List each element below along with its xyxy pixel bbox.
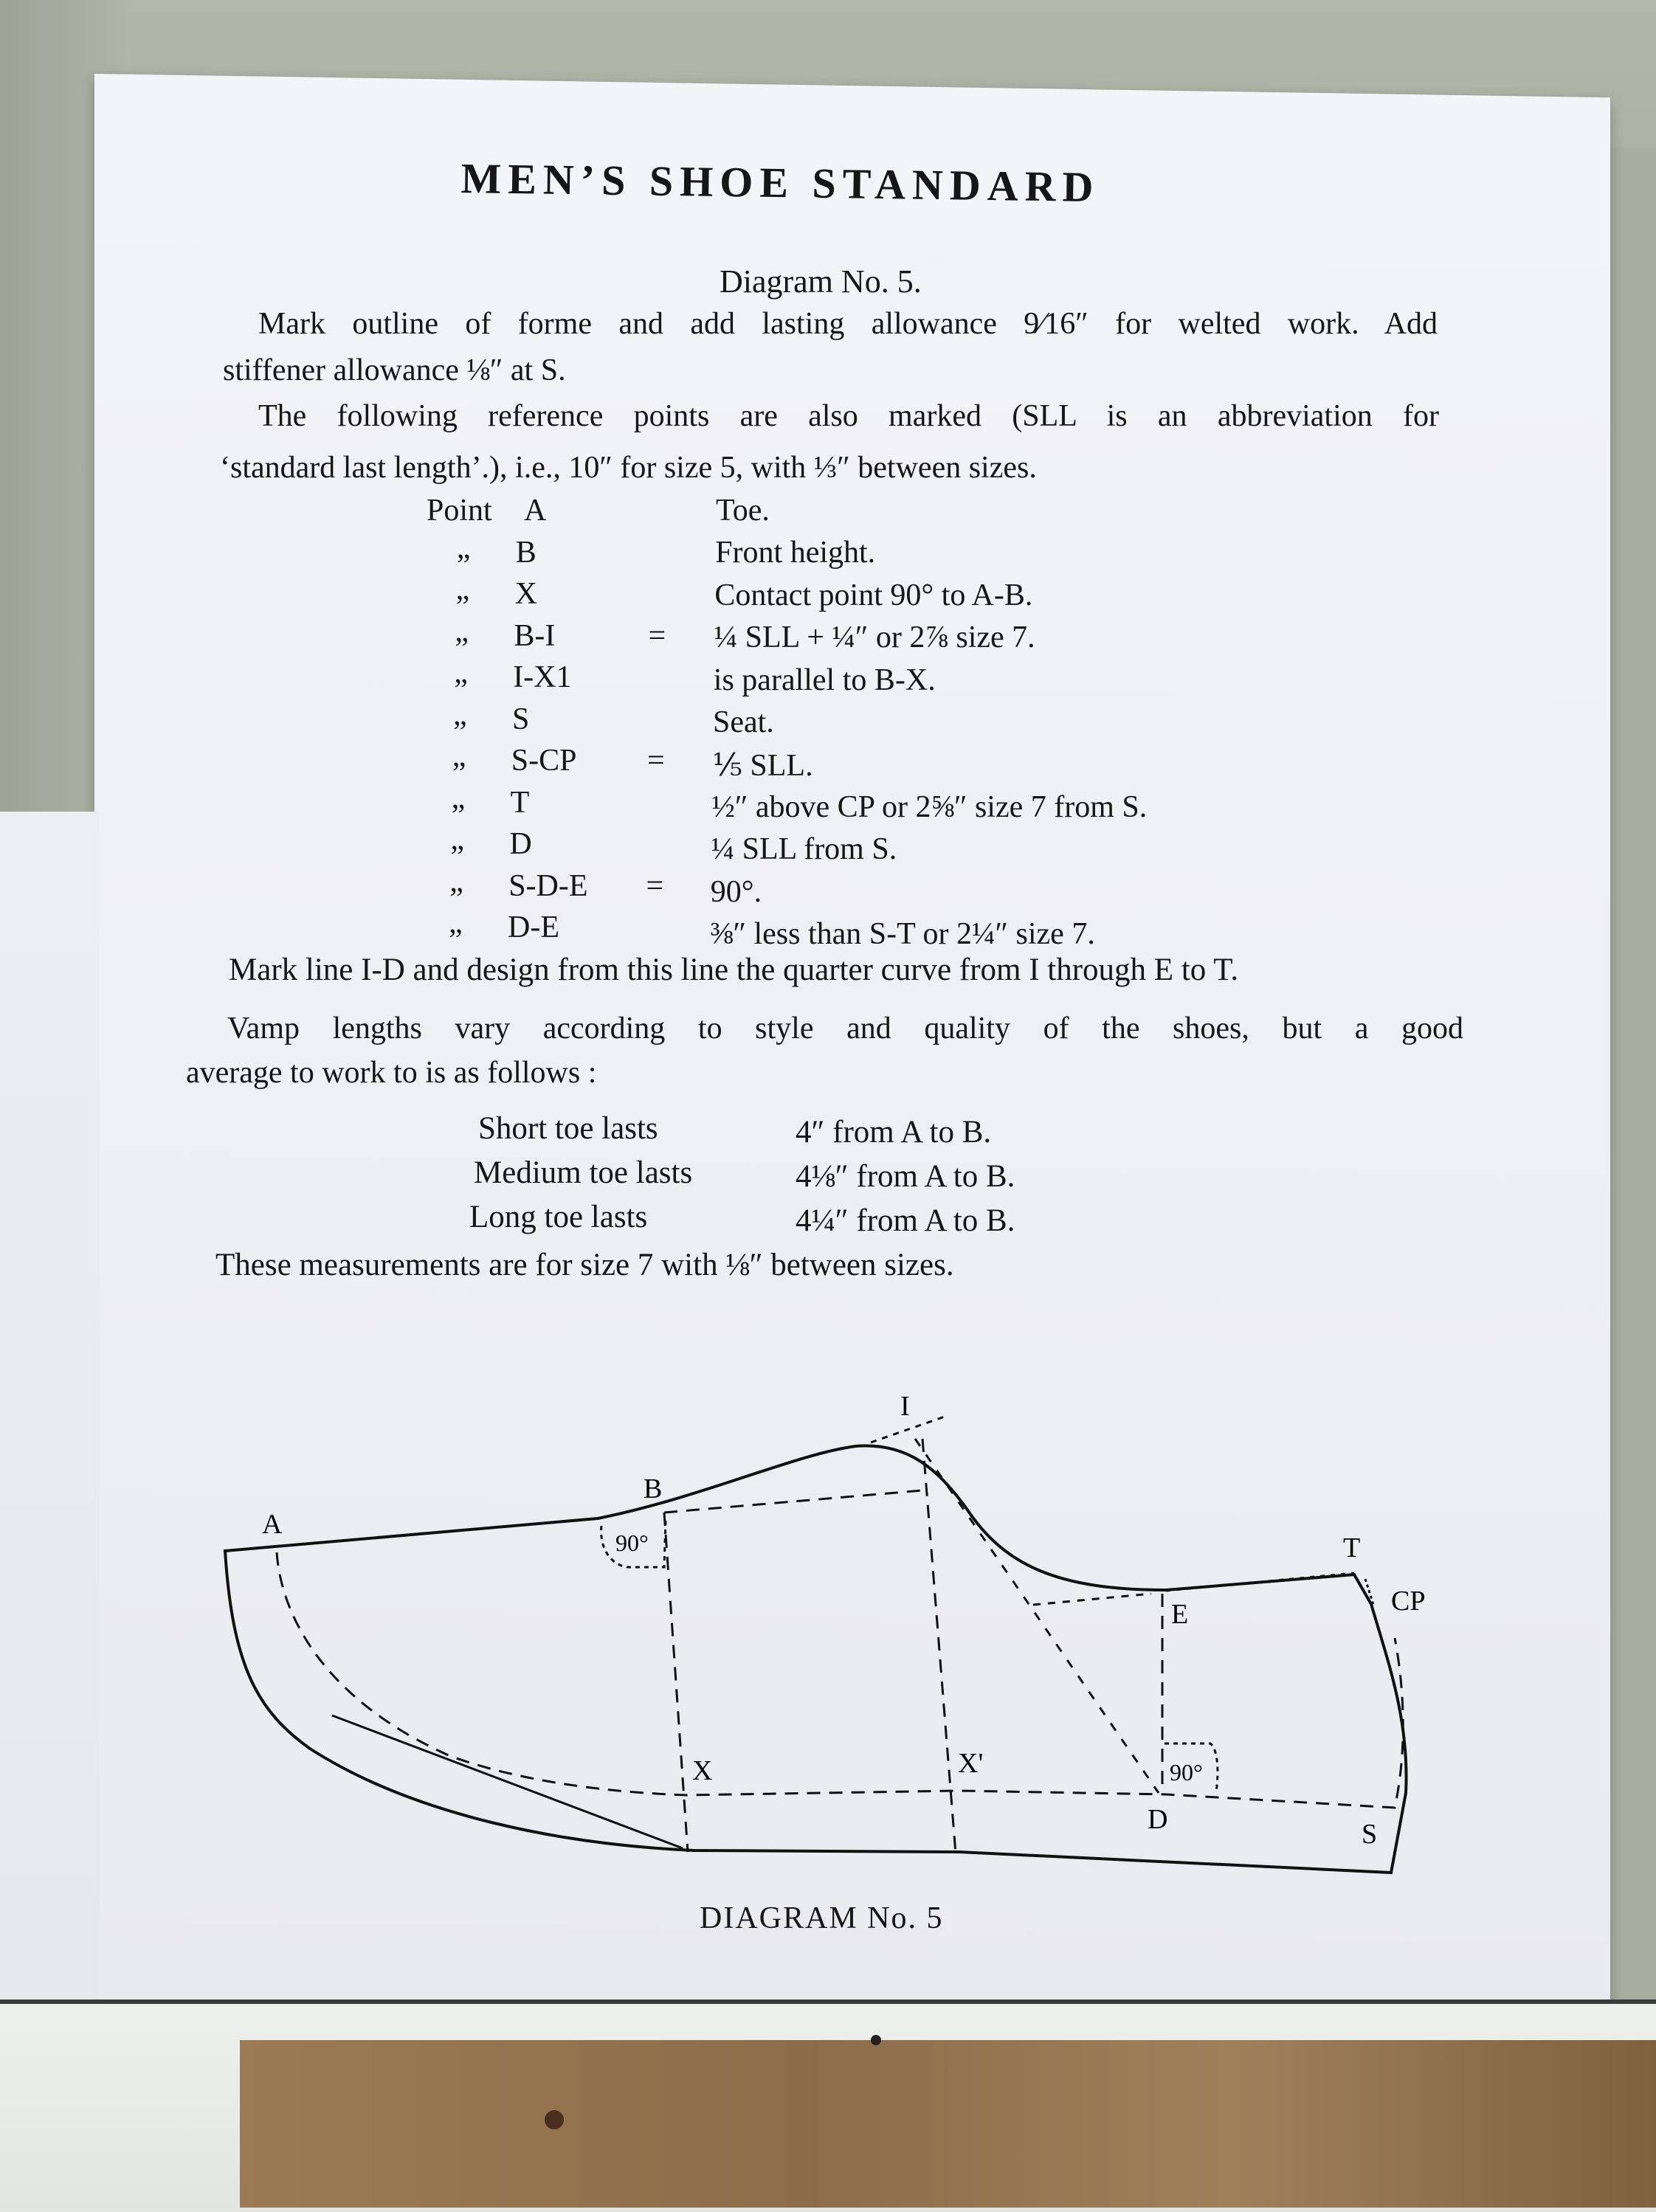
point-label: I-X1	[513, 660, 572, 694]
label-angle-d: 90°	[1170, 1759, 1203, 1786]
point-description: 90°.	[710, 874, 762, 909]
label-X1: X'	[958, 1748, 984, 1779]
ditto-mark: „	[449, 906, 463, 940]
sole-line	[332, 1715, 683, 1848]
page-title: MEN’S SHOE STANDARD	[460, 153, 1100, 212]
diagram-heading: Diagram No. 5.	[720, 263, 922, 300]
point-label: B	[515, 535, 537, 570]
shoe-outline	[225, 1446, 1407, 1873]
vamp-last-type: Long toe lasts	[469, 1200, 648, 1234]
point-description: Contact point 90° to A-B.	[714, 578, 1033, 612]
intro-line-2: The following reference points are also marked (SLL is an abbreviation for	[258, 399, 1439, 433]
ditto-mark: „	[452, 739, 466, 773]
label-CP: CP	[1391, 1586, 1426, 1617]
point-description: ⅜″ less than S-T or 2¼″ size 7.	[710, 917, 1095, 951]
label-angle-b: 90°	[615, 1530, 649, 1556]
ditto-mark: „	[454, 656, 468, 690]
vamp-last-type: Short toe lasts	[478, 1111, 658, 1146]
diagram-caption: DIAGRAM No. 5	[700, 1901, 944, 1935]
nail-head	[871, 2035, 881, 2045]
vamp-length-value: 4″ from A to B.	[796, 1115, 992, 1150]
point-description: ½″ above CP or 2⅝″ size 7 from S.	[711, 789, 1148, 824]
label-D: D	[1148, 1804, 1168, 1835]
ditto-mark: „	[450, 823, 465, 857]
vamp-line-1b: average to work to is as follows :	[186, 1056, 597, 1090]
measure-note: These measurements are for size 7 with ⅛″ between sizes.	[215, 1248, 954, 1282]
label-I: I	[900, 1391, 910, 1422]
point-label: T	[510, 785, 530, 820]
ditto-mark: „	[449, 864, 463, 899]
vamp-length-value: 4⅛″ from A to B.	[796, 1159, 1015, 1194]
point-description: Front height.	[715, 536, 876, 570]
point-label: S	[512, 702, 530, 736]
point-description: is parallel to B-X.	[713, 663, 936, 697]
vamp-last-type: Medium toe lasts	[474, 1155, 693, 1190]
line-b-i	[664, 1490, 922, 1513]
label-T: T	[1343, 1532, 1361, 1563]
wooden-board	[240, 2040, 1656, 2208]
point-prefix: Point	[427, 494, 492, 528]
point-label: S-CP	[511, 744, 577, 778]
mark-line-instruction: Mark line I-D and design from this line the quarter curve from I through E to T.	[229, 953, 1239, 987]
point-label: A	[524, 494, 547, 528]
point-label: X	[514, 577, 537, 611]
point-description: Toe.	[716, 494, 770, 528]
point-description: Seat.	[713, 705, 774, 739]
vamp-line-1: Vamp lengths vary according to style and quality of the shoes, but a good	[227, 1012, 1463, 1045]
label-S: S	[1362, 1819, 1378, 1850]
label-X: X	[692, 1755, 713, 1786]
lasting-allowance-line	[277, 1552, 1403, 1808]
point-label: B-I	[514, 618, 556, 653]
equals-sign: =	[648, 618, 666, 653]
intro-line-1b: stiffener allowance ⅛″ at S.	[223, 353, 566, 387]
point-description: ¼ SLL from S.	[711, 832, 897, 867]
ditto-mark: „	[453, 697, 467, 732]
line-i-d	[915, 1439, 1159, 1793]
point-label: S-D-E	[508, 868, 588, 903]
equals-sign: =	[646, 868, 664, 903]
point-label: D-E	[508, 910, 559, 944]
label-E: E	[1171, 1599, 1189, 1630]
intro-line-2b: ‘standard last length’.), i.e., 10″ for size 5, with ⅓″ between sizes.	[220, 451, 1037, 485]
equals-sign: =	[647, 744, 665, 778]
ditto-mark: „	[451, 781, 466, 815]
vamp-length-value: 4¼″ from A to B.	[796, 1203, 1015, 1238]
point-label: D	[509, 827, 532, 861]
label-B: B	[644, 1473, 663, 1504]
label-A: A	[262, 1509, 283, 1540]
ditto-mark: „	[455, 614, 469, 649]
point-description: ⅕ SLL.	[712, 749, 813, 784]
intro-line-1: Mark outline of forme and add lasting allowance 9⁄16″ for welted work. Add	[258, 307, 1438, 341]
point-description: ¼ SLL + ¼″ or 2⅞ size 7.	[714, 621, 1035, 655]
line-b-x	[664, 1513, 688, 1852]
wood-knot	[545, 2110, 564, 2129]
ditto-mark: „	[456, 530, 471, 565]
line-b-quarter	[1033, 1594, 1151, 1605]
ditto-mark: „	[455, 573, 470, 606]
